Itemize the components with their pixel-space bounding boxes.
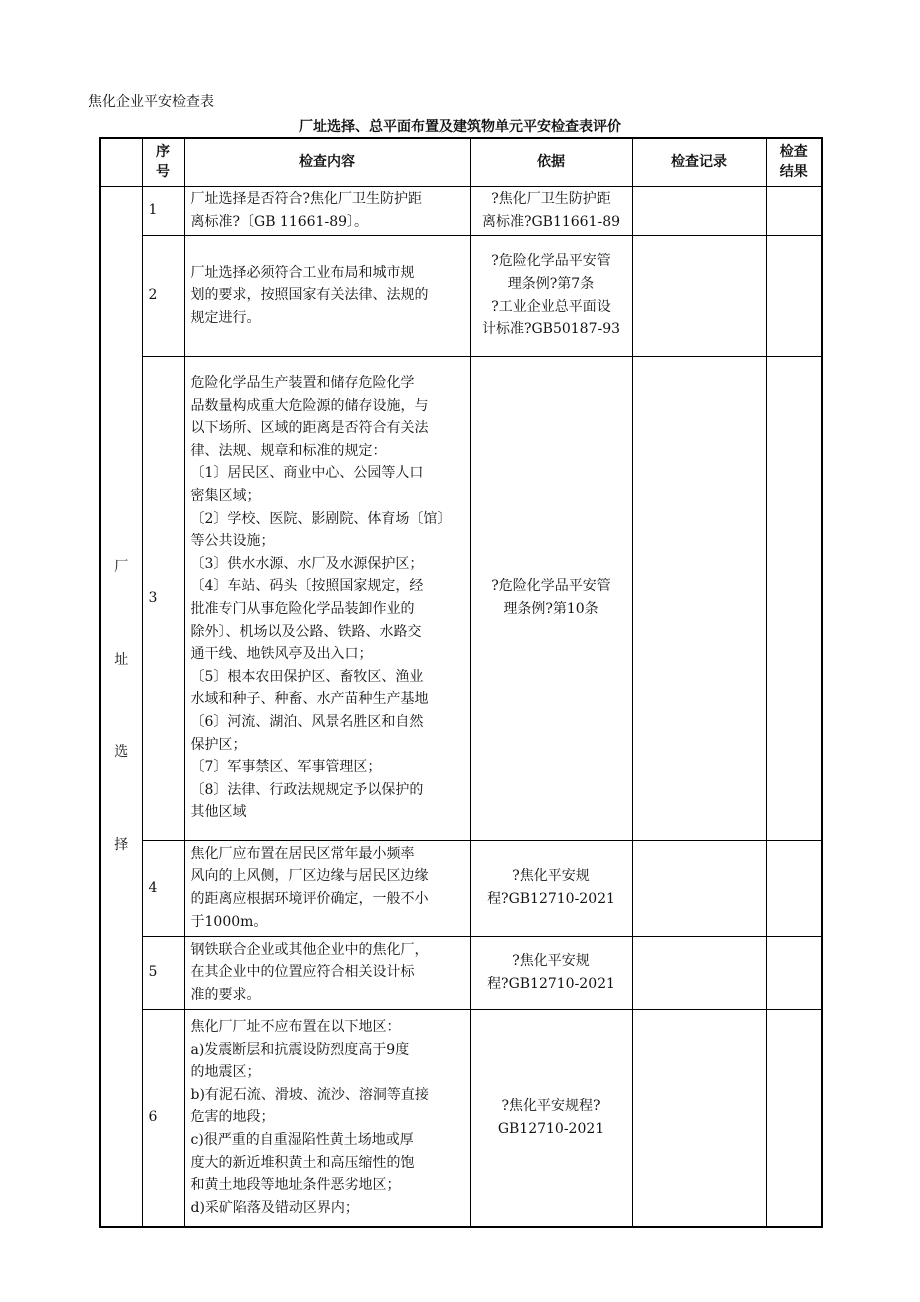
- content-line: 通干线、地铁风亭及出入口；: [190, 646, 373, 663]
- content-line: 度大的新近堆积黄土和高压缩性的饱: [190, 1154, 415, 1171]
- content-line: 〔5〕根本农田保护区、畜牧区、渔业: [190, 668, 424, 685]
- content-line: 焦化厂应布置在居民区常年最小频率: [190, 845, 415, 862]
- content-line: 以下场所、区域的距离是否符合有关法: [190, 420, 429, 437]
- content-line: 品数量构成重大危险源的储存设施，与: [190, 397, 429, 414]
- basis-line: ?焦化厂卫生防护距: [491, 190, 611, 207]
- row-record: [632, 356, 766, 840]
- category-site-selection: [100, 186, 142, 1227]
- row-seq: 4: [142, 840, 184, 936]
- row-basis: [470, 356, 632, 840]
- row-record: [632, 936, 766, 1009]
- row-seq: 6: [142, 1009, 184, 1227]
- row-basis: [470, 936, 632, 1009]
- row-seq: 1: [142, 186, 184, 235]
- row-content: [184, 186, 470, 235]
- row-content: [184, 356, 470, 840]
- row-basis: [470, 1009, 632, 1227]
- content-line: a)发震断层和抗震设防烈度高于9度: [190, 1041, 410, 1058]
- content-line: 和黄土地段等地址条件恶劣地区；: [190, 1177, 401, 1194]
- content-line: 的距离应根据环境评价确定，一般不小: [190, 891, 429, 907]
- basis-line: 离标准?GB11661-89: [481, 213, 621, 230]
- content-line: 等公共设施；: [190, 533, 275, 550]
- header-basis: 依据: [470, 138, 632, 186]
- content-line: 离标准?〔GB 11661-89〕。: [190, 213, 369, 230]
- content-line: 厂址选择必须符合工业布局和城市规: [190, 264, 415, 281]
- basis-line: ?焦化平安规程?: [501, 1098, 601, 1115]
- row-result: [766, 840, 822, 936]
- row-seq: 5: [142, 936, 184, 1009]
- content-line: 规定进行。: [190, 309, 261, 326]
- content-line: 除外〕、机场以及公路、铁路、水路交: [190, 623, 422, 640]
- content-line: 〔1〕居民区、商业中心、公园等人口: [190, 465, 424, 482]
- row-basis: [470, 840, 632, 936]
- basis-line: ?焦化平安规: [512, 952, 590, 969]
- basis-line: ?危险化学品平安管: [491, 253, 611, 270]
- basis-line: GB12710-2021: [497, 1120, 605, 1137]
- category-char: 择: [114, 836, 129, 853]
- content-line: 划的要求，按照国家有关法律、法规的: [190, 287, 429, 304]
- row-content: [184, 235, 470, 356]
- content-line: c)很严重的自重湿陷性黄土场地或厚: [190, 1132, 414, 1149]
- row-record: [632, 1009, 766, 1227]
- content-line: 〔2〕学校、医院、影剧院、体育场〔馆〕: [190, 510, 452, 527]
- row-record: [632, 186, 766, 235]
- basis-line: 理条例?第7条: [507, 275, 595, 292]
- header-row: [100, 138, 822, 186]
- table-row: [100, 356, 822, 840]
- content-line: 密集区域；: [190, 488, 261, 505]
- row-content: [184, 1009, 470, 1227]
- basis-line: ?危险化学品平安管: [491, 578, 611, 595]
- basis-line: 程?GB12710-2021: [487, 891, 615, 907]
- row-seq: 2: [142, 235, 184, 356]
- content-line: 危险化学品生产装置和储存危险化学: [190, 375, 415, 392]
- content-line: 危害的地段；: [190, 1109, 275, 1126]
- document-header: 焦化企业平安检查表: [88, 94, 214, 110]
- content-line: 水域和种子、种畜、水产苗种生产基地: [190, 691, 429, 708]
- category-char: 选: [114, 744, 129, 761]
- content-line: 钢铁联合企业或其他企业中的焦化厂，: [190, 941, 429, 958]
- header-record: 检查记录: [632, 138, 766, 186]
- content-line: 批准专门从事危险化学品装卸作业的: [190, 601, 415, 617]
- content-line: 在其企业中的位置应符合相关设计标: [190, 964, 415, 981]
- row-content: [184, 936, 470, 1009]
- header-category: [100, 138, 142, 186]
- row-result: [766, 186, 822, 235]
- content-line: 厂址选择是否符合?焦化厂卫生防护距: [190, 190, 423, 207]
- header-result-line: 结果: [779, 164, 808, 181]
- content-line: d)采矿陷落及错动区界内；: [190, 1199, 359, 1216]
- basis-line: 计标准?GB50187-93: [481, 321, 621, 338]
- row-basis: [470, 235, 632, 356]
- content-line: 的地震区；: [190, 1064, 261, 1081]
- row-result: [766, 356, 822, 840]
- table-row: [100, 936, 822, 1009]
- content-line: b)有泥石流、滑坡、流沙、溶洞等直接: [190, 1086, 429, 1103]
- inspection-table: [99, 137, 823, 1228]
- content-line: 〔4〕车站、码头〔按照国家规定，经: [190, 578, 424, 595]
- table-row: [100, 186, 822, 235]
- header-seq-line: 号: [156, 164, 170, 181]
- row-seq: 3: [142, 356, 184, 840]
- basis-line: ?工业企业总平面设: [491, 298, 611, 315]
- category-char: 址: [114, 651, 129, 668]
- content-line: 准的要求。: [190, 986, 261, 1003]
- header-content: 检查内容: [184, 138, 470, 186]
- content-line: 焦化厂厂址不应布置在以下地区：: [190, 1019, 401, 1036]
- row-record: [632, 840, 766, 936]
- content-line: 于1000m。: [190, 913, 268, 930]
- content-line: 其他区域: [190, 804, 247, 821]
- header-seq: [142, 138, 184, 186]
- row-result: [766, 1009, 822, 1227]
- row-result: [766, 235, 822, 356]
- header-result-line: 检查: [779, 144, 808, 161]
- table-row: [100, 1009, 822, 1227]
- row-result: [766, 936, 822, 1009]
- content-line: 律、法规、规章和标准的规定：: [190, 442, 387, 459]
- content-line: 〔6〕河流、湖泊、风景名胜区和自然: [190, 713, 424, 730]
- row-basis: [470, 186, 632, 235]
- row-record: [632, 235, 766, 356]
- content-line: 风向的上风侧，厂区边缘与居民区边缘: [190, 868, 429, 885]
- basis-line: ?焦化平安规: [512, 868, 590, 885]
- table-title: 厂址选择、总平面布置及建筑物单元平安检查表评价: [299, 119, 621, 135]
- content-line: 保护区；: [190, 736, 247, 753]
- table-row: [100, 235, 822, 356]
- content-line: 〔7〕军事禁区、军事管理区；: [190, 759, 382, 776]
- basis-line: 程?GB12710-2021: [487, 975, 615, 992]
- content-line: 〔8〕法律、行政法规规定予以保护的: [190, 781, 424, 798]
- content-line: 〔3〕供水水源、水厂及水源保护区；: [190, 555, 424, 572]
- table-row: [100, 840, 822, 936]
- row-content: [184, 840, 470, 936]
- basis-line: 理条例?第10条: [503, 601, 599, 617]
- category-char: 厂: [114, 559, 129, 576]
- header-result: [766, 138, 822, 186]
- header-seq-line: 序: [156, 144, 170, 161]
